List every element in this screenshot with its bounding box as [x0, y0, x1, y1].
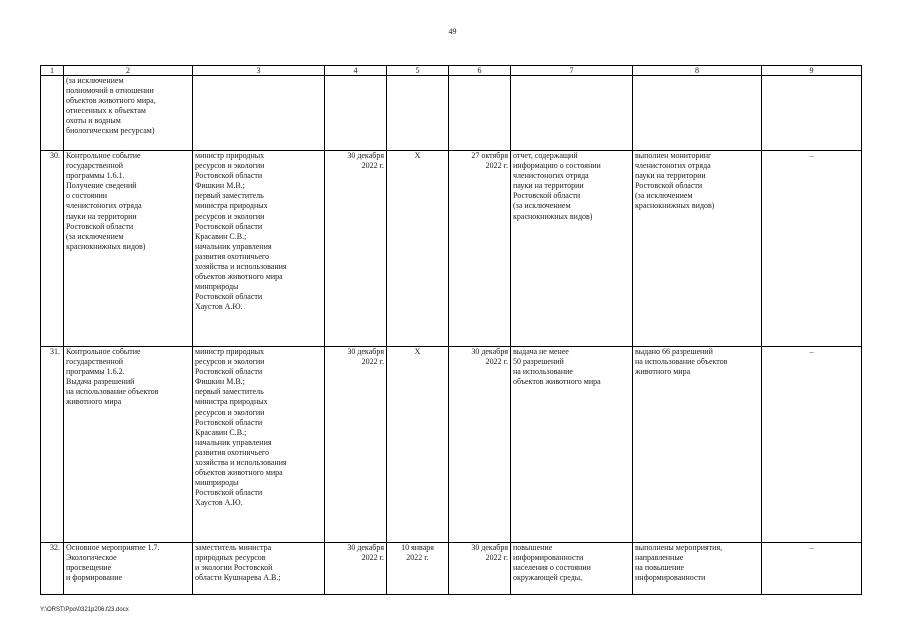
expected-result: отчет, содержащий информацию о состоянии членистоногих отряда пауки на территории Ростовской области (за исключением краснокнижных видов): [511, 151, 633, 347]
row-number: 30.: [41, 151, 64, 347]
actual-date: 30 декабря 2022 г.: [449, 347, 511, 543]
expected-result: [511, 76, 633, 151]
table-row: [41, 151, 862, 347]
responsible: министр природных ресурсов и экологии Ростовской области Фишкин М.В.; первый заместитель министра природных ресурсов и экологии Ростовской области Красавин С.В.; начальник управления развития охотничьего хозяйства и использования объектов животного мира минприроды Ростовской области Хаустов А.Ю.: [193, 151, 325, 347]
column-number: 7: [511, 66, 633, 76]
reasons: –: [762, 543, 862, 595]
column-number: 8: [633, 66, 762, 76]
reasons: –: [762, 151, 862, 347]
plan-date: 30 декабря 2022 г.: [325, 543, 387, 595]
row-number: 32.: [41, 543, 64, 595]
event-name: Контрольное событие государственной программы 1.6.2. Выдача разрешений на использование объектов животного мира: [64, 347, 193, 543]
start-date: Х: [387, 151, 449, 347]
plan-date: [325, 76, 387, 151]
column-number-row: [41, 66, 862, 76]
report-table: [40, 65, 862, 595]
file-path-footer: Y:\ORST\Ppo\0321p206.f23.docx: [40, 607, 129, 613]
reasons: [762, 76, 862, 151]
start-date: Х: [387, 347, 449, 543]
column-number: 4: [325, 66, 387, 76]
responsible: заместитель министра природных ресурсов и экологии Ростовской области Кушнарева А.В.;: [193, 543, 325, 595]
column-number: 3: [193, 66, 325, 76]
actual-result: [633, 76, 762, 151]
event-name: (за исключением полномочий в отношении объектов животного мира, отнесенных к объектам охоты и водным биологическим ресурсам): [64, 76, 193, 151]
column-number: 1: [41, 66, 64, 76]
reasons: –: [762, 347, 862, 543]
expected-result: повышение информированности населения о состоянии окружающей среды,: [511, 543, 633, 595]
page-number: 49: [448, 27, 457, 36]
actual-date: 27 октября 2022 г.: [449, 151, 511, 347]
table-row: [41, 347, 862, 543]
expected-result: выдача не менее 50 разрешений на использование объектов животного мира: [511, 347, 633, 543]
table-row: [41, 543, 862, 595]
responsible: министр природных ресурсов и экологии Ростовской области Фишкин М.В.; первый заместитель министра природных ресурсов и экологии Ростовской области Красавин С.В.; начальник управления развития охотничьего хозяйства и использования объектов животного мира минприроды Ростовской области Хаустов А.Ю.: [193, 347, 325, 543]
plan-date: 30 декабря 2022 г.: [325, 151, 387, 347]
responsible: [193, 76, 325, 151]
actual-date: [449, 76, 511, 151]
column-number: 6: [449, 66, 511, 76]
table-row: [41, 76, 862, 151]
row-number: 31.: [41, 347, 64, 543]
start-date: 10 января 2022 г.: [387, 543, 449, 595]
actual-result: выполнены мероприятия, направленные на повышение информированности: [633, 543, 762, 595]
event-name: Контрольное событие государственной программы 1.6.1. Получение сведений о состоянии членистоногих отряда пауки на территории Ростовской области (за исключением краснокнижных видов): [64, 151, 193, 347]
column-number: 5: [387, 66, 449, 76]
actual-date: 30 декабря 2022 г.: [449, 543, 511, 595]
column-number: 2: [64, 66, 193, 76]
start-date: [387, 76, 449, 151]
column-number: 9: [762, 66, 862, 76]
actual-result: выдано 66 разрешений на использование объектов животного мира: [633, 347, 762, 543]
row-number: [41, 76, 64, 151]
plan-date: 30 декабря 2022 г.: [325, 347, 387, 543]
actual-result: выполнен мониторинг членистоногих отряда пауки на территории Ростовской области (за исключением краснокнижных видов): [633, 151, 762, 347]
event-name: Основное мероприятие 1.7. Экологическое просвещение и формирование: [64, 543, 193, 595]
